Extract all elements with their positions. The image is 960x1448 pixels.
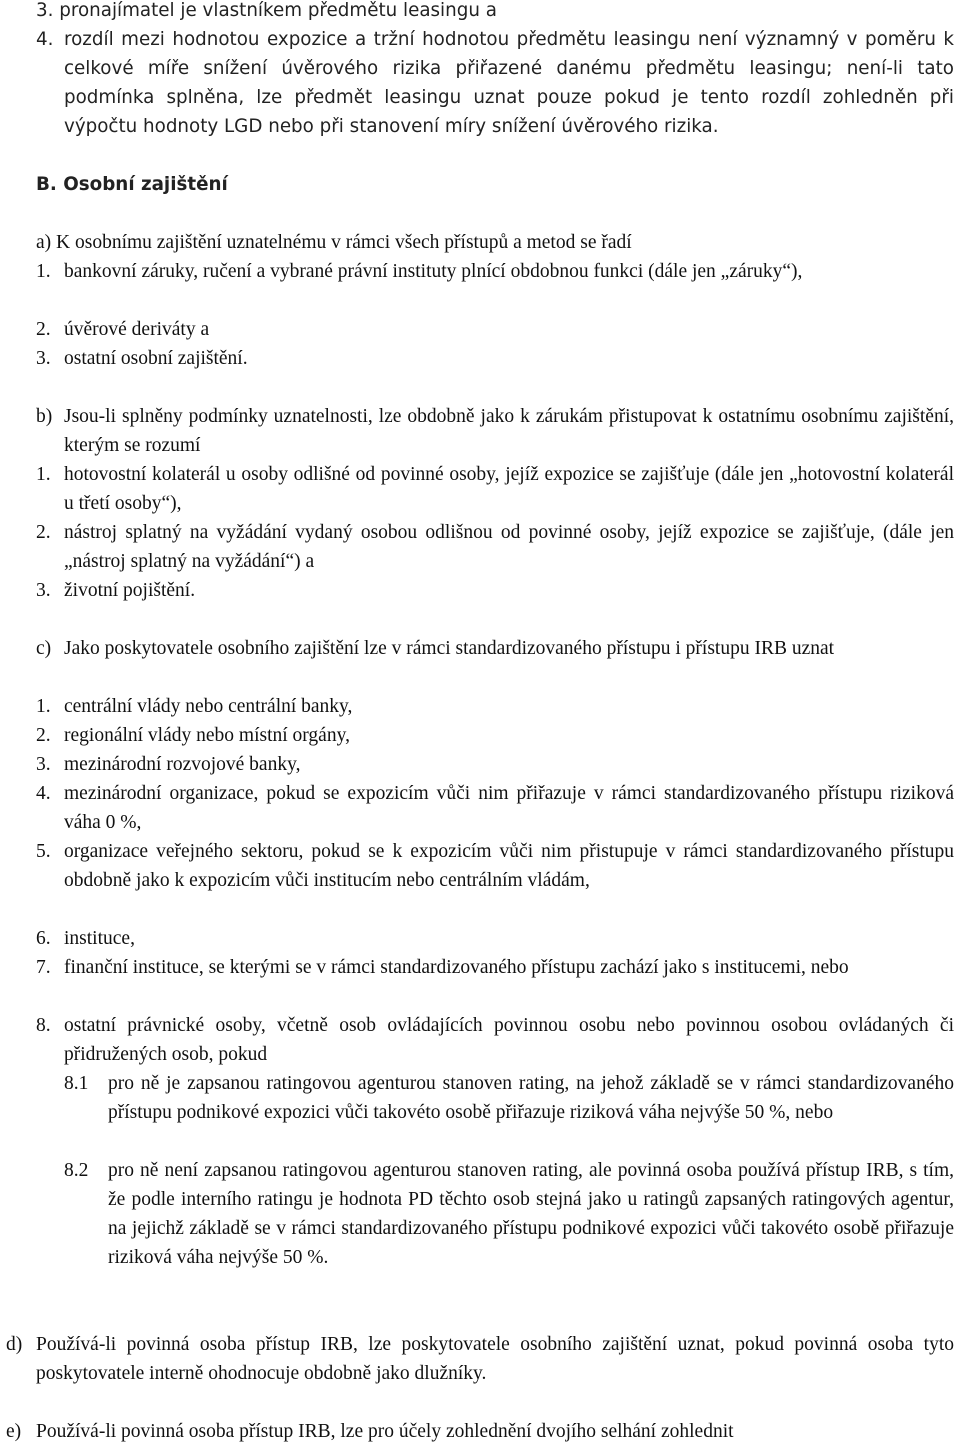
sublist-number: 8.1 <box>64 1073 89 1094</box>
list-item-text: organizace veřejného sektoru, pokud se k expozicím vůči nim přistupuje v rámci standardizovaného přístupu obdobně jako k expozicím vůči institucím nebo centrálním vládám, <box>64 841 954 891</box>
list-item-text: nástroj splatný na vyžádání vydaný osobou odlišnou od povinné osoby, jejíž expozice se zajišťuje, (dále jen „nástroj splatný na vyžádání“) a <box>64 522 954 572</box>
list-item-text: mezinárodní organizace, pokud se expozicím vůči nim přiřazuje v rámci standardizovaného přístupu riziková váha 0 %, <box>64 783 954 833</box>
paragraph-label: d) <box>6 1334 23 1355</box>
sublist-item-text: pro ně není zapsanou ratingovou agenturou stanoven rating, ale povinná osoba používá přístup IRB, s tím, že podle interního ratingu je hodnota PD těchto osob stejná jako u ratingů zapsaných ratingových agentur, na jejichž základě se v rámci standardizovaného přístupu podnikové expozici vůči takovéto osobě přiřazuje riziková váha nejvýše 50 %. <box>108 1160 954 1268</box>
paragraph-d-text: Používá-li povinná osoba přístup IRB, lze poskytovatele osobního zajištění uznat, pokud povinná osoba tyto poskytovatele interně ohodnocuje obdobně jako dlužníky. <box>36 1334 954 1384</box>
list-number: 1. <box>36 696 51 717</box>
list-number: 4. <box>36 29 54 50</box>
list-item-text: instituce, <box>64 928 135 949</box>
list-item: 3. pronajímatel je vlastníkem předmětu leasingu a <box>36 0 497 21</box>
list-item-text: centrální vlády nebo centrální banky, <box>64 696 353 717</box>
paragraph-c-intro: Jako poskytovatele osobního zajištění lze v rámci standardizovaného přístupu i přístupu IRB uznat <box>64 638 835 659</box>
list-number: 7. <box>36 957 51 978</box>
list-item-text: úvěrové deriváty a <box>64 319 210 340</box>
list-number: 1. <box>36 464 51 485</box>
paragraph-a-intro: a) K osobnímu zajištění uznatelnému v rámci všech přístupů a metod se řadí <box>36 232 632 253</box>
list-number: 6. <box>36 928 51 949</box>
list-number: 1. <box>36 261 51 282</box>
list-number: 4. <box>36 783 51 804</box>
section-heading: B. Osobní zajištění <box>36 174 228 195</box>
paragraph-e-text: Používá-li povinná osoba přístup IRB, lze pro účely zohlednění dvojího selhání zohlednit <box>36 1421 734 1442</box>
list-item-text: rozdíl mezi hodnotou expozice a tržní hodnotou předmětu leasingu není významný v poměru k celkové míře snížení úvěrového rizika přiřazené danému předmětu leasingu; není-li tato podmínka splněna, lze předmět leasingu uznat pouze pokud je tento rozdíl zohledněn při výpočtu hodnoty LGD nebo při stanovení míry snížení úvěrového rizika. <box>64 29 954 137</box>
list-item-text: ostatní právnické osoby, včetně osob ovládajících povinnou osobu nebo povinnou osobou ovládaných či přidružených osob, pokud <box>64 1015 954 1065</box>
list-item-text: ostatní osobní zajištění. <box>64 348 248 369</box>
sublist-item-text: pro ně je zapsanou ratingovou agenturou stanoven rating, na jehož základě se v rámci standardizovaného přístupu podnikové expozici vůči takovéto osobě přiřazuje riziková váha nejvýše 50 %, nebo <box>108 1073 954 1123</box>
list-number: 2. <box>36 522 51 543</box>
list-item-text: finanční instituce, se kterými se v rámci standardizovaného přístupu zachází jako s institucemi, nebo <box>64 957 849 978</box>
list-number: 2. <box>36 319 51 340</box>
list-number: 3. <box>36 348 51 369</box>
list-item-text: mezinárodní rozvojové banky, <box>64 754 301 775</box>
paragraph-label: e) <box>6 1421 22 1442</box>
list-number: 3. <box>36 754 51 775</box>
paragraph-label: b) <box>36 406 53 427</box>
list-item-text: hotovostní kolaterál u osoby odlišné od povinné osoby, jejíž expozice se zajišťuje (dále jen „hotovostní kolaterál u třetí osoby“), <box>64 464 954 514</box>
list-item-text: bankovní záruky, ručení a vybrané právní instituty plnící obdobnou funkci (dále jen „záruky“), <box>64 261 803 282</box>
list-item-text: regionální vlády nebo místní orgány, <box>64 725 350 746</box>
list-number: 2. <box>36 725 51 746</box>
paragraph-b-intro: Jsou-li splněny podmínky uznatelnosti, lze obdobně jako k zárukám přistupovat k ostatnímu osobnímu zajištění, kterým se rozumí <box>64 406 954 456</box>
list-item-text: životní pojištění. <box>64 580 196 601</box>
list-number: 5. <box>36 841 51 862</box>
paragraph-label: c) <box>36 638 52 659</box>
list-number: 3. <box>36 580 51 601</box>
sublist-number: 8.2 <box>64 1160 89 1181</box>
list-number: 8. <box>36 1015 51 1036</box>
